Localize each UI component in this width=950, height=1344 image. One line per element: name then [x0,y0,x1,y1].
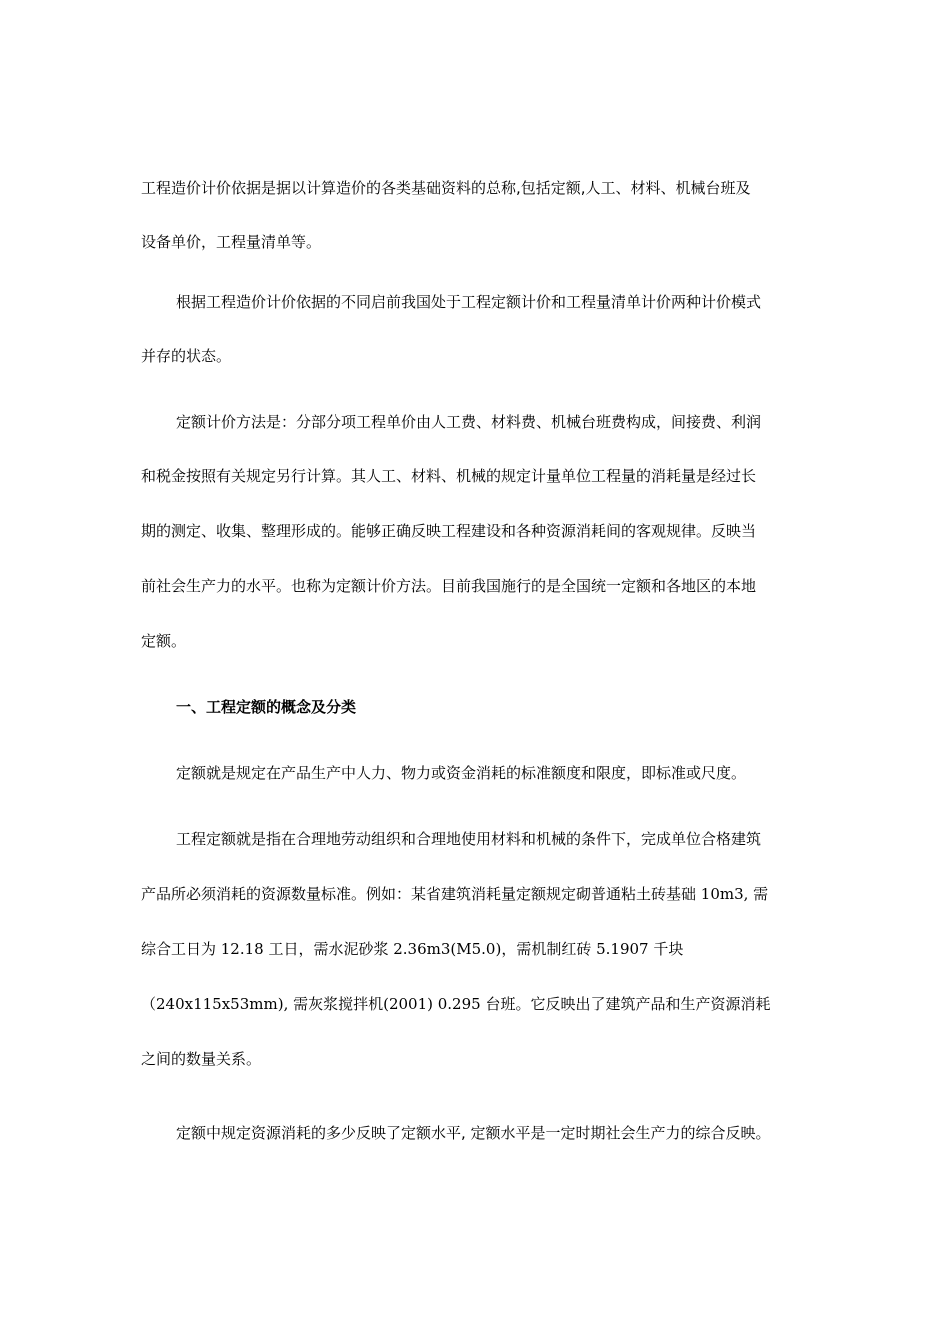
paragraph-5-line-1: 工程定额就是指在合理地劳动组织和合理地使用材料和机械的条件下，完成单位合格建筑 [176,830,762,848]
paragraph-3-line-3: 期的测定、收集、整理形成的。能够正确反映工程建设和各种资源消耗间的客观规律。反映当 [141,522,757,540]
paragraph-4-line-1: 定额就是规定在产品生产中人力、物力或资金消耗的标准额度和限度，即标准或尺度。 [176,764,747,782]
paragraph-2-line-2: 并存的状态。 [141,347,232,365]
paragraph-3-line-2: 和税金按照有关规定另行计算。其人工、材料、机械的规定计量单位工程量的消耗量是经过长 [141,467,757,485]
paragraph-5-line-2 [141,884,768,904]
paragraph-1-line-1: 工程造价计价依据是据以计算造价的各类基础资料的总称,包括定额,人工、材料、机械台班及 [141,179,751,197]
paragraph-1-line-2: 设备单价，工程量清单等。 [141,233,322,251]
paragraph-5-line-2-tail: 10m3, 需 [696,885,769,903]
paragraph-5-line-3: 综合工日为 12.18 工日，需水泥砂浆 2.36m3(M5.0)，需机制红砖 5.1907 千块 [141,940,684,958]
paragraph-5-line-2-text: 产品所必须消耗的资源数量标准。例如：某省建筑消耗量定额规定砌普通粘土砖基础 [141,885,697,903]
paragraph-3-line-1: 定额计价方法是：分部分项工程单价由人工费、材料费、机械台班费构成，间接费、利润 [176,413,762,431]
paragraph-3-line-5: 定额。 [141,632,187,650]
paragraph-5-line-5: 之间的数量关系。 [141,1050,262,1068]
paragraph-3-line-4: 前社会生产力的水平。也称为定额计价方法。目前我国施行的是全国统一定额和各地区的本地 [141,577,757,595]
paragraph-5-line-4: （240x115x53mm), 需灰浆搅拌机(2001) 0.295 台班。它反映出了建筑产品和生产资源消耗 [141,995,771,1013]
paragraph-6-line-1: 定额中规定资源消耗的多少反映了定额水平, 定额水平是一定时期社会生产力的综合反映。 [176,1124,771,1142]
paragraph-2-line-1: 根据工程造价计价依据的不同启前我国处于工程定额计价和工程量清单计价两种计价模式 [176,293,762,311]
section-heading: 一、工程定额的概念及分类 [176,698,357,716]
